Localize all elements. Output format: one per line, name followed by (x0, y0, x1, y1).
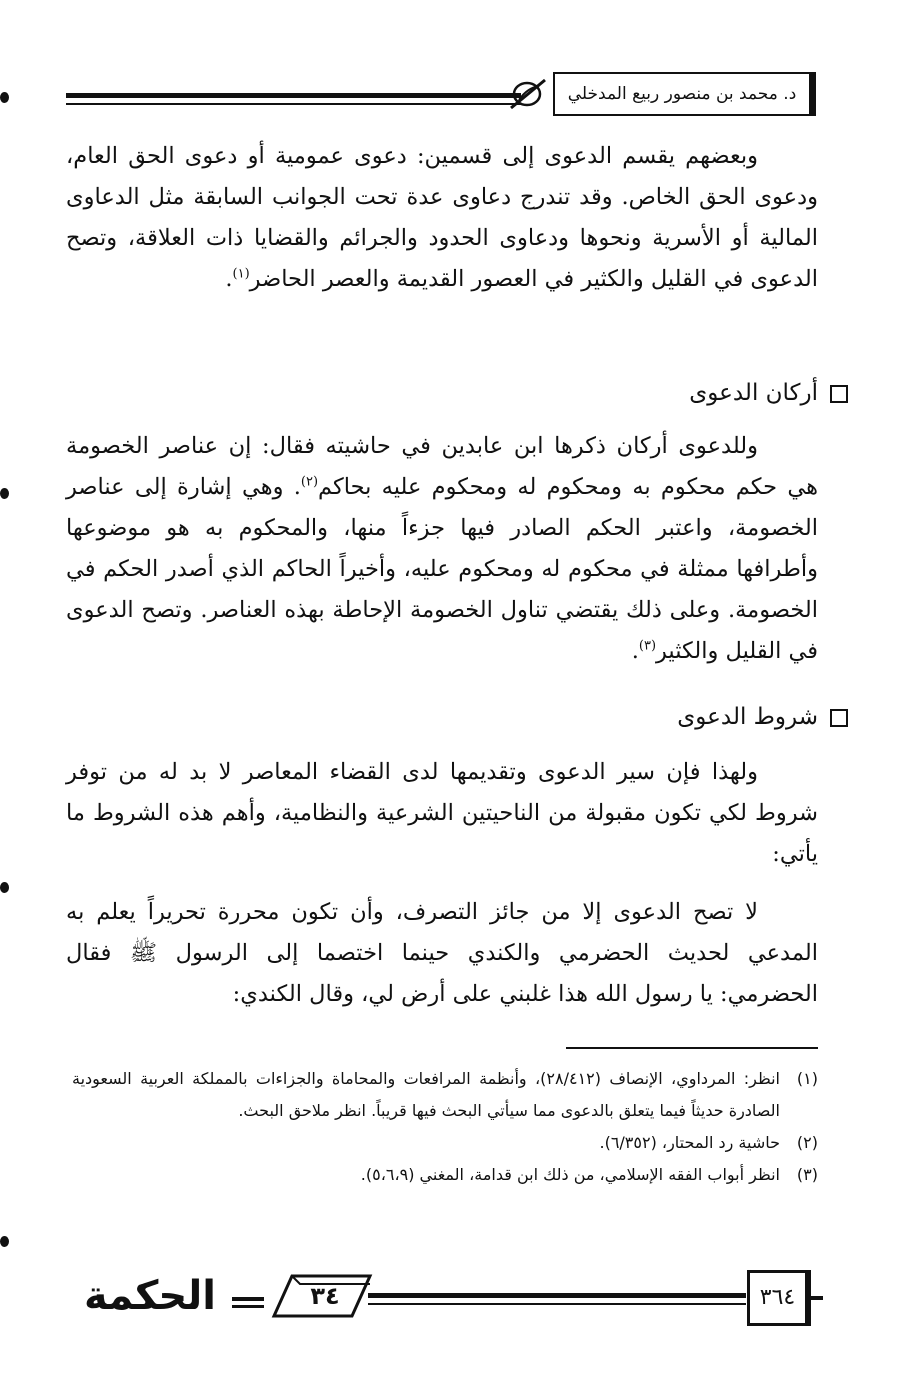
footnote-item (72, 1127, 818, 1159)
paragraph-1-body: وبعضهم يقسم الدعوى إلى قسمين: دعوى عمومية أو دعوى الحق العام، ودعوى الحق الخاص. وقد تندرج دعاوى عدة تحت الجوانب السابقة مثل الدعاوى المالية أو الأسرية ونحوها ودعاوى الحدود والجرائم والقضايا ذات العلاقة، وتصح الدعوى في القليل والكثير في العصور القديمة والعصر الحاضر (66, 143, 818, 292)
footer-rule-left-thin (232, 1305, 264, 1308)
paragraph-1-end: . (225, 266, 233, 292)
header-author: د. محمد بن منصور ربيع المدخلي (553, 72, 816, 116)
footnote-ref-1[interactable]: (١) (232, 266, 250, 282)
paragraph-2 (66, 426, 818, 672)
section-heading-conditions: شروط الدعوى (677, 704, 818, 730)
page-number: ٣٦٤ (747, 1270, 811, 1326)
quill-ornament-icon (505, 74, 551, 112)
scan-mark (0, 488, 9, 499)
footnote-text: انظر أبواب الفقه الإسلامي، من ذلك ابن قدامة، المغني (٥،٦،٩). (360, 1165, 780, 1184)
footer-tick (811, 1296, 823, 1300)
scan-mark (0, 882, 9, 893)
paragraph-2-body-a: وللدعوى أركان ذكرها ابن عابدين في حاشيته فقال: إن عناصر الخصومة هي حكم محكوم به ومحكوم له ومحكوم عليه بحاكم (66, 433, 819, 500)
footnote-text: حاشية رد المحتار، (٦/٣٥٢). (599, 1133, 780, 1152)
footer-rule-left-thick (232, 1297, 264, 1301)
footnote-ref-3[interactable]: (٣) (638, 638, 657, 654)
header-rule-thin (66, 103, 521, 105)
section-heading-pillars: أركان الدعوى (689, 380, 818, 406)
footnote-item (72, 1063, 818, 1127)
header-rule-thick (66, 93, 521, 98)
footnote-ref-2[interactable]: (٢) (300, 474, 319, 490)
footnote-item (72, 1159, 818, 1191)
footnote-separator (566, 1047, 818, 1049)
paragraph-2-text (66, 426, 818, 672)
paragraph-1 (66, 136, 818, 300)
footnote-number: (٢) (796, 1133, 818, 1152)
footnote-text: انظر: المرداوي، الإنصاف (٢٨/٤١٢)، وأنظمة المرافعات والمحاماة والجزاءات بالمملكة العربية السعودية الصادرة حديثاً فيما يتعلق بالدعوى مما سيأتي البحث فيها قريباً. انظر ملاحق البحث. (72, 1069, 780, 1120)
paragraph-2-body-b: . وهي إشارة إلى عناصر الخصومة، واعتبر الحكم الصادر فيها جزءاً منها، والمحكوم به هو موضوعها وأطرافها ممثلة في محكوم له ومحكوم عليه، وأخيراً الحاكم الذي أصدر الحكم في الخصومة. وعلى ذلك يقتضي تناول الخصومة الإحاطة بهذه العناصر. وتصح الدعوى في القليل والكثير (66, 474, 818, 664)
scan-mark (0, 92, 9, 103)
paragraph-3-text: ولهذا فإن سير الدعوى وتقديمها لدى القضاء المعاصر لا بد له من توفر شروط لكي تكون مقبولة من الناحيتين الشرعية والنظامية، وأهم هذه الشروط ما يأتي: (66, 759, 818, 867)
paragraph-4-text: لا تصح الدعوى إلا من جائز التصرف، وأن تكون محررة تحريراً يعلم به المدعي لحديث الحضرمي والكندي حينما اختصما إلى الرسول ﷺ فقال الحضرمي: يا رسول الله هذا غلبني على أرض لي، وقال الكندي: (66, 899, 818, 1007)
paragraph-2-end: . (631, 638, 639, 664)
footnote-number: (١) (796, 1069, 818, 1088)
footnotes (72, 1063, 818, 1191)
checkbox-square-icon (830, 709, 848, 727)
journal-logo: الحكمة (84, 1273, 216, 1319)
scan-mark (0, 1236, 9, 1247)
paragraph-1-text (66, 136, 818, 300)
checkbox-square-icon (830, 385, 848, 403)
paragraph-3 (66, 752, 818, 875)
footer-rule-thin (368, 1303, 746, 1305)
issue-number: ٣٤ (310, 1282, 340, 1310)
footnote-number: (٣) (796, 1165, 818, 1184)
footer-rule-thick (368, 1293, 746, 1298)
paragraph-4 (66, 892, 818, 1015)
